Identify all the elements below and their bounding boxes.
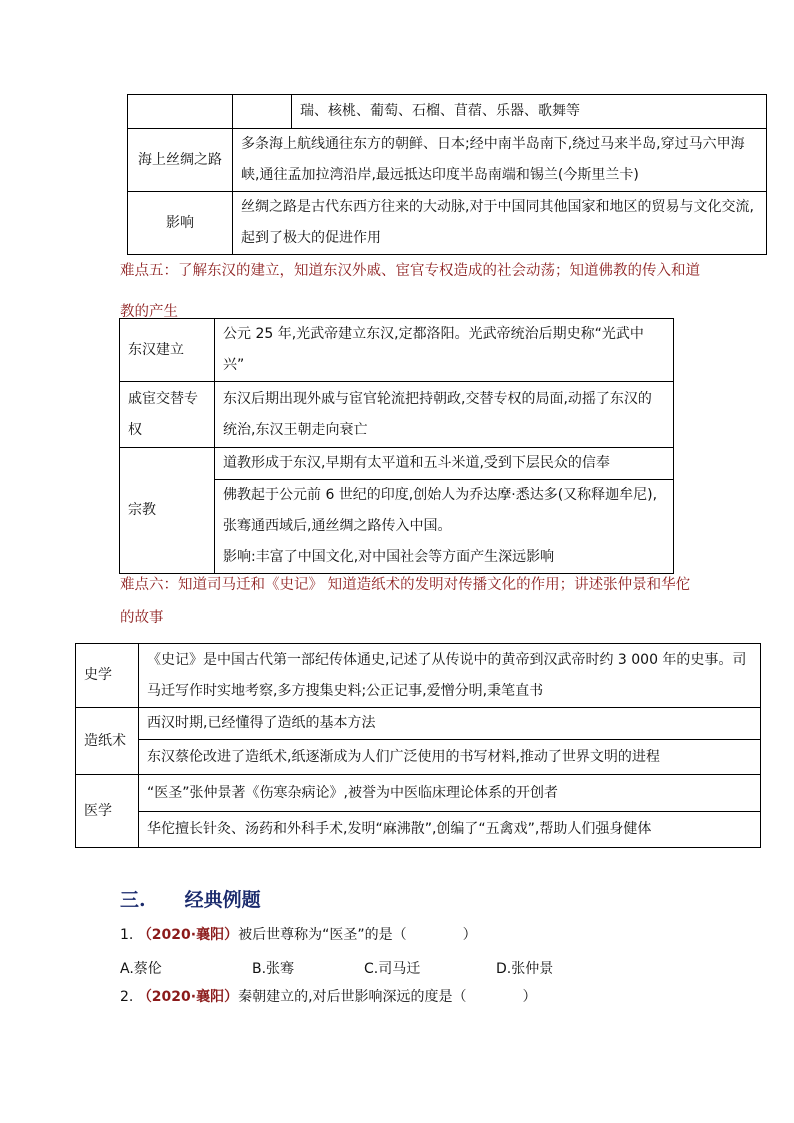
table-cell: “医圣”张仲景著《伤寒杂病论》,被誉为中医临床理论体系的开创者 — [139, 775, 761, 812]
table-row-label: 医学 — [76, 775, 139, 848]
table-row-label: 影响 — [128, 192, 233, 255]
culture-science-table — [75, 643, 761, 848]
cell-text: 影响:丰富了中国文化,对中国社会等方面产生深远影响 — [223, 549, 555, 565]
silk-road-table — [127, 94, 767, 255]
question-text: 被后世尊称为“医圣”的是（ ） — [238, 927, 477, 943]
option-c: C.司马迁 — [364, 961, 421, 977]
table-cell: 《史记》是中国古代第一部纪传体通史,记述了从传说中的黄帝到汉武帝时约 3 000 年的史事。司马迁写作时实地考察,多方搜集史料;公正记事,爱憎分明,秉笔直书 — [139, 644, 761, 708]
table-row-label: 海上丝绸之路 — [128, 129, 233, 192]
table-cell: 瑞、核桃、葡萄、石榴、苜蓿、乐器、歌舞等 — [292, 95, 767, 129]
question-text: 秦朝建立的,对后世影响深远的度是（ ） — [238, 989, 537, 1005]
table-row-label: 戚宦交替专权 — [120, 382, 215, 448]
section-number: 三. — [120, 889, 146, 911]
option-b: B.张骞 — [252, 961, 295, 977]
table-cell-empty — [233, 95, 292, 129]
table-cell: 丝绸之路是古代东西方往来的大动脉,对于中国同其他国家和地区的贸易与文化交流,起到了极大的促进作用 — [233, 192, 767, 255]
table-row-label: 造纸术 — [76, 708, 139, 775]
question-source: （2020·襄阳） — [137, 989, 239, 1005]
table-cell: 东汉蔡伦改进了造纸术,纸逐渐成为人们广泛使用的书写材料,推动了世界文明的进程 — [139, 740, 761, 775]
question-2 — [120, 986, 537, 1008]
table-cell: 多条海上航线通往东方的朝鲜、日本;经中南半岛南下,绕过马来半岛,穿过马六甲海峡,通往孟加拉湾沿岸,最远抵达印度半岛南端和锡兰(今斯里兰卡) — [233, 129, 767, 192]
heading-line: 的故事 — [120, 610, 164, 626]
eastern-han-table — [119, 318, 674, 574]
heading-line: 教的产生 — [120, 304, 178, 320]
section-heading — [120, 885, 261, 912]
question-1 — [120, 924, 477, 946]
table-row-label: 史学 — [76, 644, 139, 708]
heading-line: 难点五：了解东汉的建立，知道东汉外戚、宦官专权造成的社会动荡；知道佛教的传入和道 — [120, 263, 700, 279]
difficulty-six-heading — [120, 570, 690, 634]
heading-line: 难点六：知道司马迁和《史记》 知道造纸术的发明对传播文化的作用；讲述张仲景和华佗 — [120, 577, 691, 593]
table-row-label: 宗教 — [120, 448, 215, 574]
option-a: A.蔡伦 — [120, 961, 162, 977]
section-title: 经典例题 — [184, 889, 261, 911]
table-cell-empty — [128, 95, 233, 129]
table-cell: 公元 25 年,光武帝建立东汉,定都洛阳。光武帝统治后期史称“光武中兴” — [215, 319, 674, 382]
table-cell: 西汉时期,已经懂得了造纸的基本方法 — [139, 708, 761, 740]
question-number: 2. — [120, 989, 134, 1005]
cell-text: 佛教起于公元前 6 世纪的印度,创始人为乔达摩·悉达多(又称释迦牟尼),张骞通西域后,通丝绸之路传入中国。 — [223, 487, 658, 534]
option-d: D.张仲景 — [496, 961, 554, 977]
table-cell: 华佗擅长针灸、汤药和外科手术,发明“麻沸散”,创编了“五禽戏”,帮助人们强身健体 — [139, 812, 761, 848]
table-cell: 道教形成于东汉,早期有太平道和五斗米道,受到下层民众的信奉 — [215, 448, 674, 480]
question-source: （2020·襄阳） — [137, 927, 239, 943]
table-cell — [215, 480, 674, 574]
question-number: 1. — [120, 927, 134, 943]
table-row-label: 东汉建立 — [120, 319, 215, 382]
table-cell: 东汉后期出现外戚与宦官轮流把持朝政,交替专权的局面,动摇了东汉的统治,东汉王朝走向衰亡 — [215, 382, 674, 448]
